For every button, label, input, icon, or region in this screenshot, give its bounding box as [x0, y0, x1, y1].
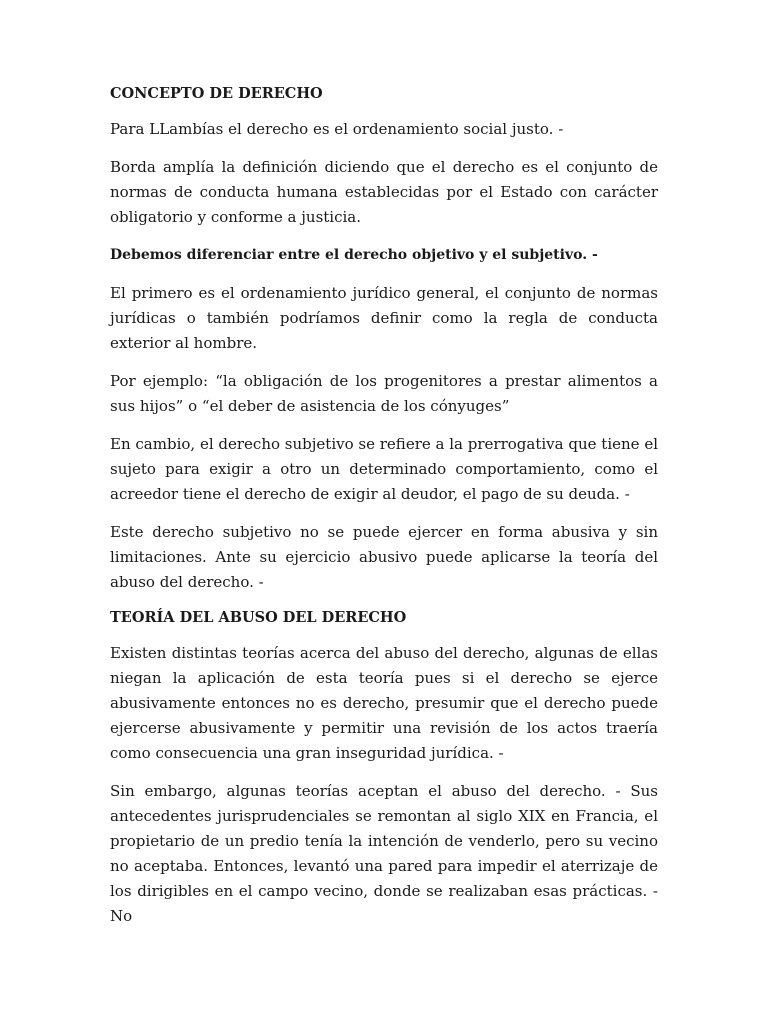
paragraph-diferenciar: Debemos diferenciar entre el derecho objetivo y el subjetivo. -: [110, 247, 598, 263]
paragraph-llambias: Para LLambías el derecho es el ordenamiento social justo. -: [110, 120, 564, 138]
paragraph-borda: Borda amplía la definición diciendo que el derecho es el conjunto de normas de conducta humana establecidas por el Estado con carácter obligatorio y conforme a justicia.: [110, 158, 658, 226]
paragraph-abusivo: Este derecho subjetivo no se puede ejercer en forma abusiva y sin limitaciones. Ante su ejercicio abusivo puede aplicarse la teoría del abuso del derecho. -: [110, 523, 658, 591]
paragraph-objetivo: El primero es el ordenamiento jurídico general, el conjunto de normas jurídicas o también podríamos definir como la regla de conducta exterior al hombre.: [110, 284, 658, 352]
paragraph-teorias: Existen distintas teorías acerca del abuso del derecho, algunas de ellas niegan la aplicación de esta teoría pues si el derecho se ejerce abusivamente entonces no es derecho, presumir que el derecho puede ejercerse abusivamente y permitir una revisión de los actos traería como consecuencia una gran inseguridad jurídica. -: [110, 644, 658, 762]
paragraph-antecedentes: Sin embargo, algunas teorías aceptan el abuso del derecho. - Sus antecedentes jurisprudenciales se remontan al siglo XIX en Francia, el propietario de un predio tenía la intención de venderlo, pero su vecino no aceptaba. Entonces, levantó una pared para impedir el aterrizaje de los dirigibles en el campo vecino, donde se realizaban esas prácticas. - No: [110, 782, 658, 925]
section-heading-teoria: TEORÍA DEL ABUSO DEL DERECHO: [110, 609, 407, 626]
paragraph-subjetivo: En cambio, el derecho subjetivo se refiere a la prerrogativa que tiene el sujeto para exigir a otro un determinado comportamiento, como el acreedor tiene el derecho de exigir al deudor, el pago de su deuda. -: [110, 435, 658, 503]
section-heading-concepto: CONCEPTO DE DERECHO: [110, 85, 323, 102]
paragraph-ejemplo: Por ejemplo: “la obligación de los progenitores a prestar alimentos a sus hijos” o “el deber de asistencia de los cónyuges”: [110, 372, 658, 415]
